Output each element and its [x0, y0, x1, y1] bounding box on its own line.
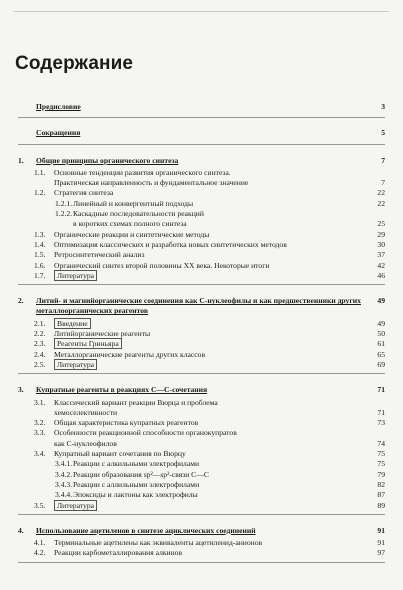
entry-title	[54, 548, 182, 557]
toc-entry[interactable]	[18, 250, 385, 260]
entry-title	[54, 500, 97, 511]
entry-title-line: Литература	[57, 500, 95, 510]
entry-number: 4.2.	[34, 548, 46, 558]
toc-entry[interactable]	[18, 538, 385, 548]
entry-title-line: Литература	[57, 359, 95, 369]
toc-entry[interactable]	[18, 188, 385, 198]
entry-title-line: Общая характеристика купратных реагентов	[54, 418, 199, 428]
entry-number: 2.5.	[34, 359, 46, 369]
toc-section-heading[interactable]	[18, 526, 385, 536]
toc-entry[interactable]	[18, 459, 385, 469]
entry-number: 3.2.	[34, 418, 46, 428]
entry-title-line: Металлорганические реагенты других классов	[54, 349, 206, 359]
entry-page-number: 49	[377, 318, 385, 328]
section-page-number: 3	[381, 102, 385, 111]
entry-title-line: в коротких схемах полного синтеза	[73, 219, 187, 229]
toc-entry[interactable]	[18, 339, 385, 349]
entry-number: 3.4.1.	[55, 459, 73, 469]
entry-page-number: 73	[377, 418, 385, 428]
toc-entry[interactable]	[18, 199, 385, 209]
entry-number: 1.7.	[34, 270, 46, 280]
entry-title-line: Реакции с алкильными электрофилами	[73, 459, 200, 469]
entry-page-number: 25	[377, 219, 385, 229]
entry-title-line: Органический синтез второй половины XX века. Некоторые итоги	[54, 260, 270, 270]
entry-number: 2.2.	[34, 329, 46, 339]
section-page-number: 5	[381, 128, 385, 138]
entry-title-line: Терминальные ацетилены как эквиваленты ацетиленид-анионов	[54, 538, 263, 548]
entry-page-number: 69	[377, 359, 385, 369]
entry-title	[73, 209, 204, 228]
section-page-number: 7	[381, 155, 385, 165]
entry-title-line: Реагенты Гриньяра	[57, 339, 119, 349]
section-number: 2.	[18, 296, 24, 306]
entry-page-number: 82	[377, 479, 385, 489]
toc-entry[interactable]	[18, 449, 385, 459]
entry-page-number: 46	[377, 270, 385, 280]
entry-page-number: 87	[377, 490, 385, 500]
entry-title	[54, 329, 150, 338]
entry-title-line: Практическая направленность и фундаментальное значение	[54, 178, 249, 188]
toc-entry[interactable]	[18, 480, 385, 490]
entry-page-number: 30	[377, 239, 385, 249]
toc-section	[18, 383, 385, 515]
entry-title-line: Купратный вариант сочетания по Вюрцу	[54, 449, 186, 459]
entry-title	[73, 490, 198, 499]
entry-number: 3.1.	[34, 397, 46, 407]
entry-title	[54, 359, 97, 370]
toc-entry[interactable]	[18, 168, 385, 189]
entry-title-line: Классический вариант реакции Вюрца и проблема	[54, 397, 218, 407]
entry-title	[54, 250, 144, 259]
entry-title	[54, 318, 91, 329]
toc-entry[interactable]	[18, 398, 385, 419]
entry-number: 3.4.2.	[55, 469, 73, 479]
toc-entry[interactable]	[18, 548, 385, 558]
entry-title	[54, 338, 122, 349]
entry-title	[73, 480, 199, 489]
section-page-number: 91	[377, 525, 385, 535]
entry-number: 1.2.1.	[55, 198, 73, 208]
entry-number: 3.4.3.	[55, 479, 73, 489]
entry-number: 3.3.	[34, 428, 46, 438]
entry-number: 1.5.	[34, 250, 46, 260]
entry-number: 4.1.	[34, 538, 46, 548]
section-title: Использование ацетиленов в синтезе ациклических соединений	[36, 525, 256, 535]
entry-page-number: 79	[377, 469, 385, 479]
entry-title	[54, 188, 113, 197]
entry-page-number: 61	[377, 339, 385, 349]
entry-number: 3.4.	[34, 449, 46, 459]
entry-number: 1.2.2.	[55, 209, 73, 219]
entry-title-line: Эпоксиды и лактоны как электрофилы	[73, 490, 198, 500]
toc-section	[18, 294, 385, 374]
entry-page-number: 22	[377, 198, 385, 208]
entry-number: 3.4.4.	[55, 490, 73, 500]
entry-title	[73, 459, 199, 468]
entry-page-number: 22	[377, 188, 385, 198]
entry-number: 1.1.	[34, 167, 46, 177]
section-title: Купратные реагенты в реакциях С—С-сочетания	[36, 385, 208, 395]
entry-title	[54, 270, 97, 281]
entry-page-number: 71	[377, 407, 385, 417]
toc-entry[interactable]	[18, 319, 385, 329]
entry-title	[54, 538, 262, 547]
entry-title-line: Реакции карбометаллирования алкинов	[54, 548, 183, 558]
toc-entry[interactable]	[18, 470, 385, 480]
entry-title	[54, 350, 205, 359]
entry-page-number: 97	[377, 548, 385, 558]
entry-title	[54, 418, 198, 427]
table-of-contents	[18, 100, 385, 563]
toc-entry[interactable]	[18, 360, 385, 370]
entry-number: 1.6.	[34, 260, 46, 270]
entry-number: 2.1.	[34, 318, 46, 328]
entry-title	[54, 398, 218, 417]
toc-section-heading[interactable]	[18, 296, 385, 317]
entry-page-number: 89	[377, 500, 385, 510]
entry-title-line: Органические реакции и синтетические методы	[54, 229, 210, 239]
entry-title	[73, 470, 209, 479]
section-number: 4.	[18, 525, 24, 535]
entry-title	[73, 199, 193, 208]
entry-title	[54, 230, 209, 239]
entry-page-number: 37	[377, 250, 385, 260]
entry-title-line: как С-нуклеофилов	[54, 438, 117, 448]
entry-title-line: Оптимизация классических и разработка новых синтетических методов	[54, 239, 287, 249]
entry-title-line: Основные тенденции развития органического синтеза.	[54, 167, 231, 177]
entry-title-line: Введение	[57, 318, 88, 328]
section-number: 1.	[18, 155, 24, 165]
toc-section-heading[interactable]	[18, 102, 385, 112]
entry-title-line: Литература	[57, 270, 95, 280]
section-title: Предисловие	[36, 102, 81, 111]
toc-entry[interactable]	[18, 501, 385, 511]
top-rule	[14, 11, 389, 12]
toc-entry[interactable]	[18, 490, 385, 500]
entry-title	[54, 261, 269, 270]
entry-page-number: 75	[377, 459, 385, 469]
section-title: Литий- и магнийорганические соединения как С-нуклеофилы и как предшественники других металлоорганических реагентов	[36, 296, 361, 316]
entry-page-number: 29	[377, 229, 385, 239]
toc-section	[18, 126, 385, 144]
toc-entry[interactable]	[18, 240, 385, 250]
toc-entry[interactable]	[18, 271, 385, 281]
entry-title-line: Линейный и конвергентный подходы	[73, 198, 194, 208]
section-number: 3.	[18, 385, 24, 395]
entry-title-line: Реакции образования sp²—sp²-связи С—С	[73, 469, 209, 479]
toc-entry[interactable]	[18, 428, 385, 449]
toc-section-heading[interactable]	[18, 156, 385, 166]
toc-entry[interactable]	[18, 230, 385, 240]
toc-section	[18, 100, 385, 118]
toc-entry[interactable]	[18, 209, 385, 230]
entry-title	[54, 428, 237, 447]
entry-number: 3.5.	[34, 500, 46, 510]
toc-section	[18, 154, 385, 286]
entry-title-line: Особенности реакционной способности органокупратов	[54, 428, 237, 438]
entry-number: 1.4.	[34, 239, 46, 249]
entry-page-number: 74	[377, 438, 385, 448]
entry-number: 2.3.	[34, 339, 46, 349]
section-page-number: 49	[377, 296, 385, 306]
entry-title-line: Каскадные последовательности реакций	[73, 209, 204, 219]
toc-section-heading[interactable]	[18, 385, 385, 395]
section-page-number: 71	[377, 385, 385, 395]
entry-title-line: Стратегия синтеза	[54, 188, 114, 198]
entry-number: 2.4.	[34, 349, 46, 359]
entry-title	[54, 168, 248, 187]
entry-title	[54, 240, 287, 249]
entry-title-line: Ретросинтетический анализ	[54, 250, 145, 260]
entry-page-number: 75	[377, 449, 385, 459]
section-title: Общие принципы органического синтеза	[36, 155, 179, 165]
toc-section-heading[interactable]	[18, 128, 385, 138]
page-title: Содержание	[15, 53, 134, 74]
entry-number: 1.3.	[34, 229, 46, 239]
entry-title-line: Литийорганические реагенты	[54, 329, 151, 339]
entry-page-number: 7	[381, 178, 385, 188]
entry-title-line: Реакции с аллильными электрофилами	[73, 479, 200, 489]
section-title: Сокращения	[36, 128, 81, 138]
entry-title-line: хемоселективности	[54, 407, 118, 417]
entry-page-number: 50	[377, 329, 385, 339]
entry-page-number: 91	[377, 538, 385, 548]
toc-entry[interactable]	[18, 418, 385, 428]
toc-section	[18, 524, 385, 563]
entry-number: 1.2.	[34, 188, 46, 198]
entry-page-number: 65	[377, 349, 385, 359]
entry-title	[54, 449, 186, 458]
entry-page-number: 42	[377, 260, 385, 270]
